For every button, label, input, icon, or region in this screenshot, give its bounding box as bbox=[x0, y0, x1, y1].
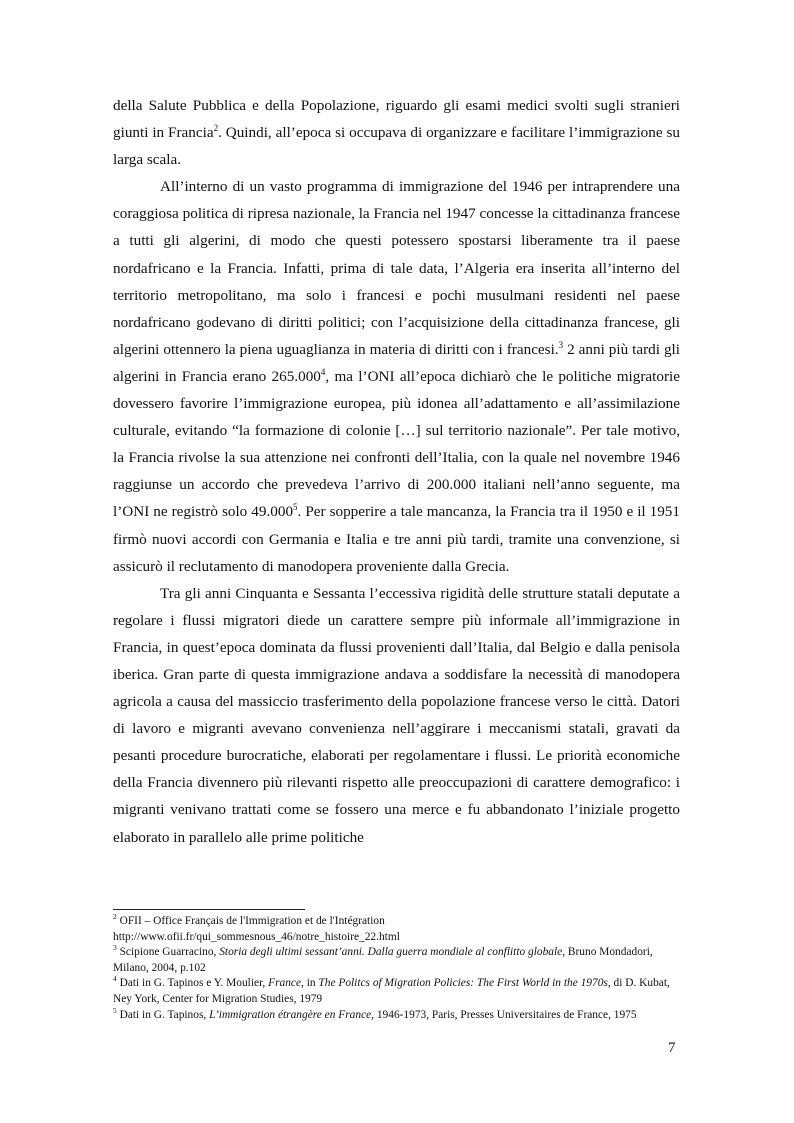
paragraph-2-text-d: . Per sopperire a tale mancanza, la Francia tra il 1950 e il 1951 firmò nuovi accordi con Germania e Italia e tre anni più tardi, tramite una convenzione, si assicurò il reclutamento di manodopera proveniente dalla Grecia. bbox=[113, 503, 680, 575]
page-number: 7 bbox=[668, 1040, 676, 1056]
paragraph-1-text-b: . Quindi, all’epoca si occupava di organizzare e facilitare l’immigrazione su larga scala. bbox=[113, 124, 680, 169]
footnote-4-number: 4 bbox=[113, 974, 117, 984]
footnote-4-publisher: , di D. Kubat, Ney York, Center for Migration Studies, 1979 bbox=[113, 977, 670, 1005]
footnote-4 bbox=[113, 976, 680, 1007]
footnote-5-title: L’immigration étrangère en France bbox=[209, 1008, 372, 1021]
footnote-2-text: OFII – Office Français de l'Immigration et de l'Intégration bbox=[116, 915, 385, 927]
footnote-3 bbox=[113, 945, 680, 976]
paragraph-1 bbox=[113, 92, 680, 173]
footnote-3-publisher: , Bruno Mondadori, Milano, 2004, p.102 bbox=[113, 946, 653, 974]
footnote-ref-3[interactable]: 3 bbox=[558, 339, 564, 350]
footnote-3-title: Storia degli ultimi sessant’anni. Dalla guerra mondiale al conflitto globale bbox=[219, 946, 563, 959]
footnote-3-author: Scipione Guarracino, bbox=[116, 946, 220, 959]
footnote-5-publisher: , 1946-1973, Paris, Presses Universitaires de France, 1975 bbox=[371, 1008, 637, 1021]
paragraph-3 bbox=[113, 580, 680, 851]
paragraph-2 bbox=[113, 173, 680, 579]
footnote-2-number: 2 bbox=[113, 912, 117, 922]
footnotes bbox=[113, 914, 680, 1023]
footnote-5-author: Dati in G. Tapinos, bbox=[116, 1008, 210, 1021]
footnote-2-url[interactable]: http://www.ofii.fr/qui_sommesnous_46/notre_histoire_22.html bbox=[113, 930, 400, 943]
footnote-ref-5[interactable]: 5 bbox=[293, 502, 298, 513]
paragraph-3-text: Tra gli anni Cinquanta e Sessanta l’eccessiva rigidità delle strutture statali deputate a regolare i flussi migratori diede un carattere sempre più informale all’immigrazione in Francia, in quest’epoca dominata da flussi provenienti dall’Italia, dal Belgio e dalla penisola iberica. Gran parte di questa immigrazione andava a soddisfare la necessità di manodopera agricola a causa del massiccio trasferimento della popolazione francese verso le città. Datori di lavoro e migranti avevano convenienza nell’aggirare i meccanismi statali, gravati da pesanti procedure burocratiche, elaborati per regolamentare i flussi. Le priorità economiche della Francia divennero più rilevanti rispetto alle preoccupazioni di carattere demografico: i migranti venivano trattati come se fossero una merce e fu abbandonato l’iniziale progetto elaborato in parallelo alle prime politiche bbox=[113, 584, 680, 846]
footnote-5 bbox=[113, 1005, 680, 1024]
footnote-ref-2[interactable]: 2 bbox=[213, 123, 219, 134]
footnote-4-chapter: France, bbox=[268, 977, 304, 990]
footnote-4-in: in bbox=[303, 977, 319, 990]
paragraph-2-text-a: All’interno di un vasto programma di immigrazione del 1946 per intraprendere una coraggiosa politica di ripresa nazionale, la Francia nel 1947 concesse la cittadinanza francese a tutti gli algerini, di modo che questi potessero spostarsi liberamente tra il paese nordafricano e la Francia. Infatti, prima di tale data, l’Algeria era inserita all’interno del territorio metropolitano, ma solo i francesi e pochi musulmani residenti nel paese nordafricano godevano di diritti politici; con l’acquisizione della cittadinanza francese, gli algerini ottennero la piena uguaglianza in materia di diritti con i francesi. bbox=[113, 178, 680, 358]
footnote-2 bbox=[113, 914, 680, 945]
footnote-ref-4[interactable]: 4 bbox=[320, 366, 326, 377]
paragraph-1-text-a: della Salute Pubblica e della Popolazione, riguardo gli esami medici svolti sugli stranieri giunti in Francia bbox=[113, 97, 680, 142]
paragraph-2-text-b: 2 anni più tardi gli algerini in Francia erano 265.000 bbox=[113, 340, 680, 385]
footnote-3-number: 3 bbox=[113, 943, 117, 953]
footnote-5-number: 5 bbox=[113, 1005, 117, 1015]
paragraph-2-text-c: , ma l’ONI all’epoca dichiarò che le politiche migratorie dovessero favorire l’immigrazione europea, più idonea all’adattamento e all’assimilazione culturale, evitando “la formazione di colonie […] sul territorio nazionale”. Per tale motivo, la Francia rivolse la sua attenzione nei confronti dell’Italia, con la quale nel novembre 1946 raggiunse un accordo che prevedeva l’arrivo di 200.000 italiani nell’anno seguente, ma l’ONI ne registrò solo 49.000 bbox=[113, 367, 681, 521]
footnote-4-title: The Politcs of Migration Policies: The First World in the 1970s bbox=[318, 977, 608, 990]
footnote-4-author: Dati in G. Tapinos e Y. Moulier, bbox=[116, 977, 269, 990]
footnote-separator bbox=[113, 909, 305, 910]
main-text bbox=[113, 92, 680, 851]
